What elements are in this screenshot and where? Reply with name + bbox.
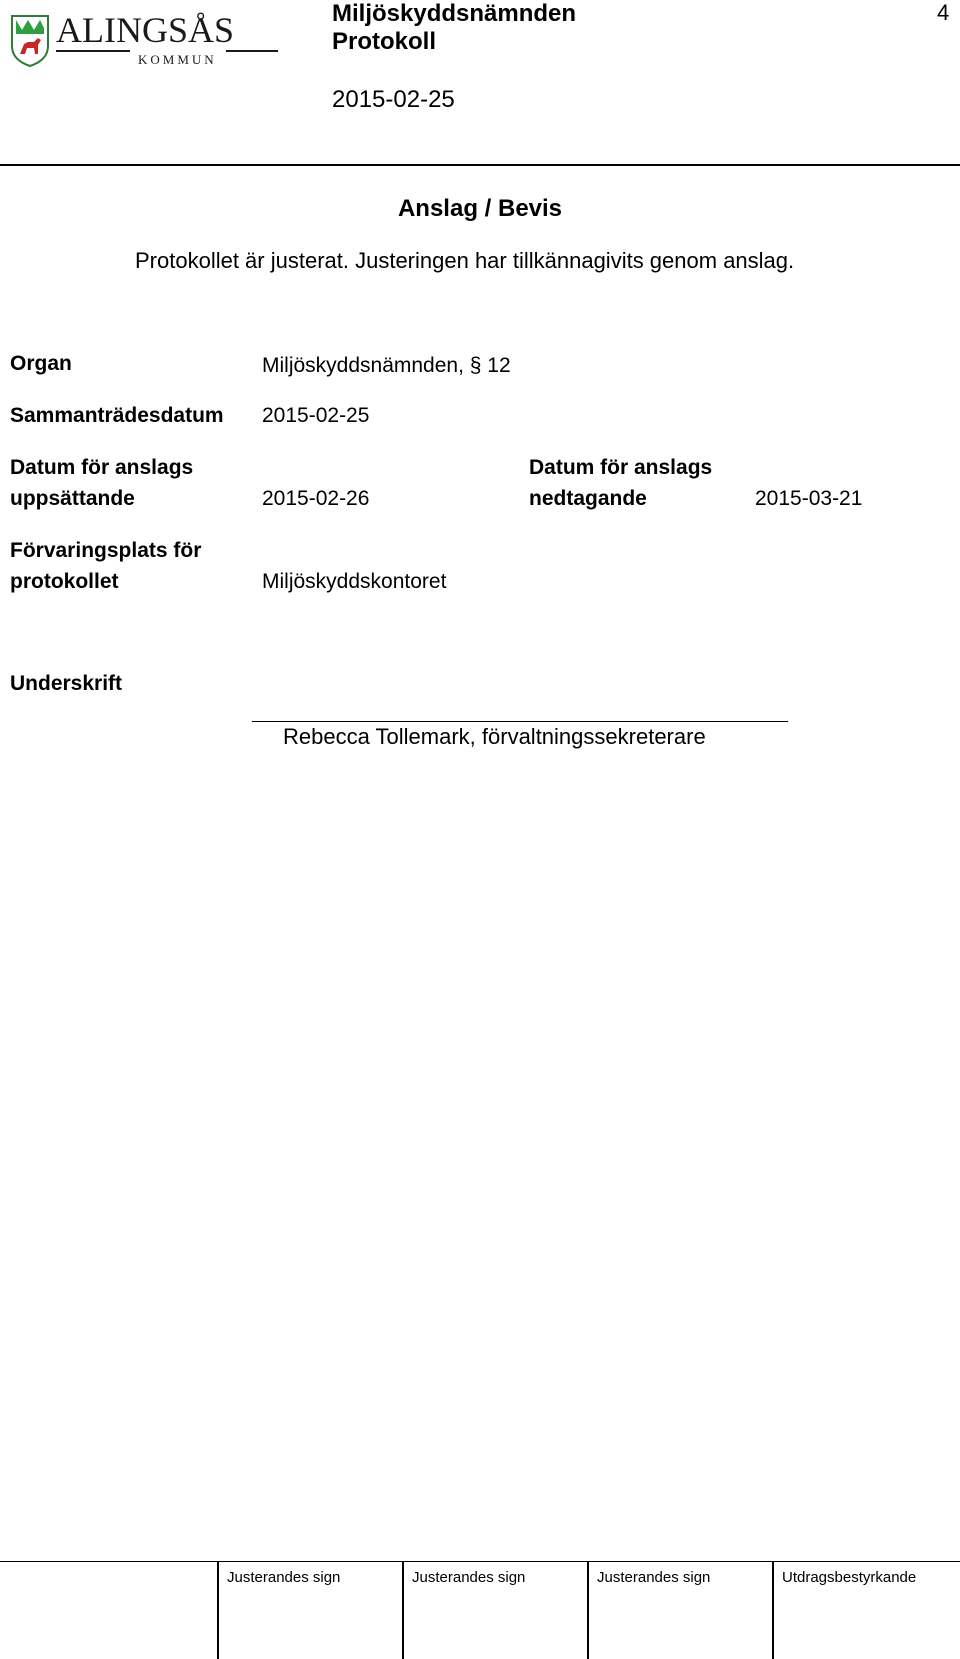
footer-cell-sign-2: Justerandes sign: [412, 1569, 526, 1586]
footer-cell-sign-3: Justerandes sign: [597, 1569, 711, 1586]
meeting-date-value: 2015-02-25: [262, 404, 370, 427]
signature-name: Rebecca Tollemark, förvaltningssekreterare: [283, 724, 706, 749]
footer-cell-divider: [772, 1562, 774, 1659]
storage-label-line2: protokollet: [10, 570, 119, 593]
removal-date-value: 2015-03-21: [755, 487, 863, 510]
intro-text: Protokollet är justerat. Justeringen har tillkännagivits genom anslag.: [135, 248, 795, 273]
organ-label: Organ: [10, 352, 72, 375]
signature-label: Underskrift: [10, 672, 123, 695]
header-date: 2015-02-25: [332, 86, 455, 113]
header-department: Miljöskyddsnämnden: [332, 0, 577, 27]
storage-value: Miljöskyddskontoret: [262, 570, 447, 593]
posting-date-label-line1: Datum för anslags: [10, 456, 194, 479]
footer-cell-sign-1: Justerandes sign: [227, 1569, 341, 1586]
header-document-type: Protokoll: [332, 28, 437, 55]
footer-divider: [0, 1561, 960, 1562]
storage-label-line1: Förvaringsplats för: [10, 539, 202, 562]
signature-line: [252, 721, 788, 722]
footer-cell-certification: Utdragsbestyrkande: [782, 1569, 917, 1586]
footer-cell-divider: [587, 1562, 589, 1659]
page-title: Anslag / Bevis: [397, 195, 563, 222]
alingsas-kommun-logo: [10, 4, 282, 68]
header-divider: [0, 164, 960, 166]
logo-sub: KOMMUN: [138, 52, 217, 67]
footer-cell-divider: [402, 1562, 404, 1659]
coat-of-arms-icon: [10, 4, 282, 68]
logo-name: ALINGSÅS: [56, 10, 235, 50]
footer-cell-divider: [217, 1562, 219, 1659]
page-number: 4: [937, 0, 950, 25]
meeting-date-label: Sammanträdesdatum: [10, 404, 224, 427]
posting-date-label-line2: uppsättande: [10, 487, 135, 510]
removal-date-label-line1: Datum för anslags: [529, 456, 713, 479]
organ-value: Miljöskyddsnämnden, § 12: [262, 354, 511, 377]
removal-date-label-line2: nedtagande: [529, 487, 647, 510]
posting-date-value: 2015-02-26: [262, 487, 370, 510]
